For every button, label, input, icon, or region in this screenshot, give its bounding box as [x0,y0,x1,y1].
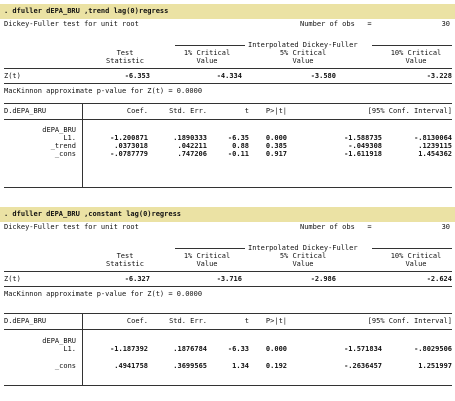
col-test-sublabel: Statistic [106,260,144,268]
col-5pct-sublabel: Value [292,57,314,65]
command-line: . dfuller dEPA_BRU ,trend lag(0)regress [0,4,455,19]
col-1pct-sublabel: Value [196,260,218,268]
zt-1pct-critical: -3.716 [216,275,242,283]
cell-ci-high: 1.251997 [418,362,452,370]
cell-ci-high: .1239115 [418,142,452,150]
reg-col-t: t [244,107,249,115]
reg-dep-var: D.dEPA_BRU [4,107,47,115]
zt-statistic: -6.353 [124,72,150,80]
cell-ci-high: -.8130064 [414,134,452,142]
cell-se: .3699565 [173,362,207,370]
interp-rule-left [175,45,245,46]
zt-statistic: -6.327 [124,275,150,283]
cell-p: 0.192 [265,362,287,370]
zt-label: Z(t) [4,72,21,80]
header-rule [4,271,452,272]
cell-ci-high: -.8029506 [414,345,452,353]
cell-t: -6.35 [227,134,249,142]
cell-se: .1890333 [173,134,207,142]
col-test-label: Test [116,252,134,260]
reg-top-rule [4,103,452,104]
cell-coef: .0373018 [114,142,148,150]
interp-rule-right [372,45,452,46]
col-10pct-sublabel: Value [405,57,427,65]
zt-10pct-critical: -2.624 [426,275,452,283]
cell-coef: -.0787779 [110,150,148,158]
row-label: _cons [54,150,76,158]
col-10pct-sublabel: Value [405,260,427,268]
cell-ci-low: -1.588735 [344,134,382,142]
reg-var-name: dEPA_BRU [42,337,76,345]
col-10pct-label: 10% Critical [390,49,442,57]
cell-coef: -1.200871 [110,134,148,142]
cell-ci-low: -.049308 [348,142,382,150]
reg-header-rule [4,119,452,120]
col-1pct-sublabel: Value [196,57,218,65]
col-5pct-label: 5% Critical [279,252,327,260]
zt-label: Z(t) [4,275,21,283]
reg-col-p: P>|t| [265,107,287,115]
nobs-value: 30 [441,223,450,231]
row-label: _cons [54,362,76,370]
cell-p: 0.917 [265,150,287,158]
reg-bottom-rule [4,385,452,386]
cell-ci-low: -.2636457 [344,362,382,370]
col-1pct-label: 1% Critical [183,252,231,260]
interp-rule-right [372,248,452,249]
cell-coef: .4941758 [114,362,148,370]
reg-col-ci: [95% Conf. Interval] [367,317,452,325]
test-title: Dickey-Fuller test for unit root [4,20,139,28]
command-line: . dfuller dEPA_BRU ,constant lag(0)regress [0,207,455,222]
col-test-label: Test [116,49,134,57]
interp-rule-left [175,248,245,249]
reg-var-name: dEPA_BRU [42,126,76,134]
reg-divider [82,313,83,385]
reg-divider [82,103,83,187]
nobs-label: Number of obs = [300,223,372,231]
cell-ci-high: 1.454362 [418,150,452,158]
reg-col-t: t [244,317,249,325]
row-label: L1. [63,345,76,353]
dfuller-trend-output [0,0,455,190]
pvalue-note: MacKinnon approximate p-value for Z(t) = 0.0000 [4,87,203,95]
nobs-label: Number of obs = [300,20,372,28]
cell-se: .042211 [177,142,207,150]
cell-t: 0.88 [232,142,249,150]
cell-se: .747206 [177,150,207,158]
interp-header: Interpolated Dickey-Fuller [248,41,358,49]
reg-col-coef: Coef. [126,107,148,115]
zt-rule [4,83,452,84]
reg-col-p: P>|t| [265,317,287,325]
reg-col-se: Std. Err. [169,107,207,115]
cell-p: 0.385 [265,142,287,150]
reg-header-rule [4,329,452,330]
col-5pct-label: 5% Critical [279,49,327,57]
cell-t: -6.33 [227,345,249,353]
zt-5pct-critical: -3.580 [310,72,336,80]
reg-col-ci: [95% Conf. Interval] [367,107,452,115]
test-title: Dickey-Fuller test for unit root [4,223,139,231]
cell-t: -0.11 [227,150,249,158]
row-label: _trend [50,142,76,150]
row-label: L1. [63,134,76,142]
zt-5pct-critical: -2.986 [310,275,336,283]
pvalue-note: MacKinnon approximate p-value for Z(t) = 0.0000 [4,290,203,298]
col-10pct-label: 10% Critical [390,252,442,260]
zt-1pct-critical: -4.334 [216,72,242,80]
cell-p: 0.000 [265,134,287,142]
zt-rule [4,286,452,287]
cell-t: 1.34 [232,362,249,370]
reg-col-se: Std. Err. [169,317,207,325]
cell-coef: -1.187392 [110,345,148,353]
reg-top-rule [4,313,452,314]
cell-ci-low: -1.611918 [344,150,382,158]
interp-header: Interpolated Dickey-Fuller [248,244,358,252]
col-5pct-sublabel: Value [292,260,314,268]
reg-bottom-rule [4,187,452,188]
cell-ci-low: -1.571834 [344,345,382,353]
zt-10pct-critical: -3.228 [426,72,452,80]
cell-se: .1876784 [173,345,207,353]
col-test-sublabel: Statistic [106,57,144,65]
col-1pct-label: 1% Critical [183,49,231,57]
cell-p: 0.000 [265,345,287,353]
reg-col-coef: Coef. [126,317,148,325]
nobs-value: 30 [441,20,450,28]
dfuller-constant-output [0,203,455,393]
reg-dep-var: D.dEPA_BRU [4,317,47,325]
header-rule [4,68,452,69]
